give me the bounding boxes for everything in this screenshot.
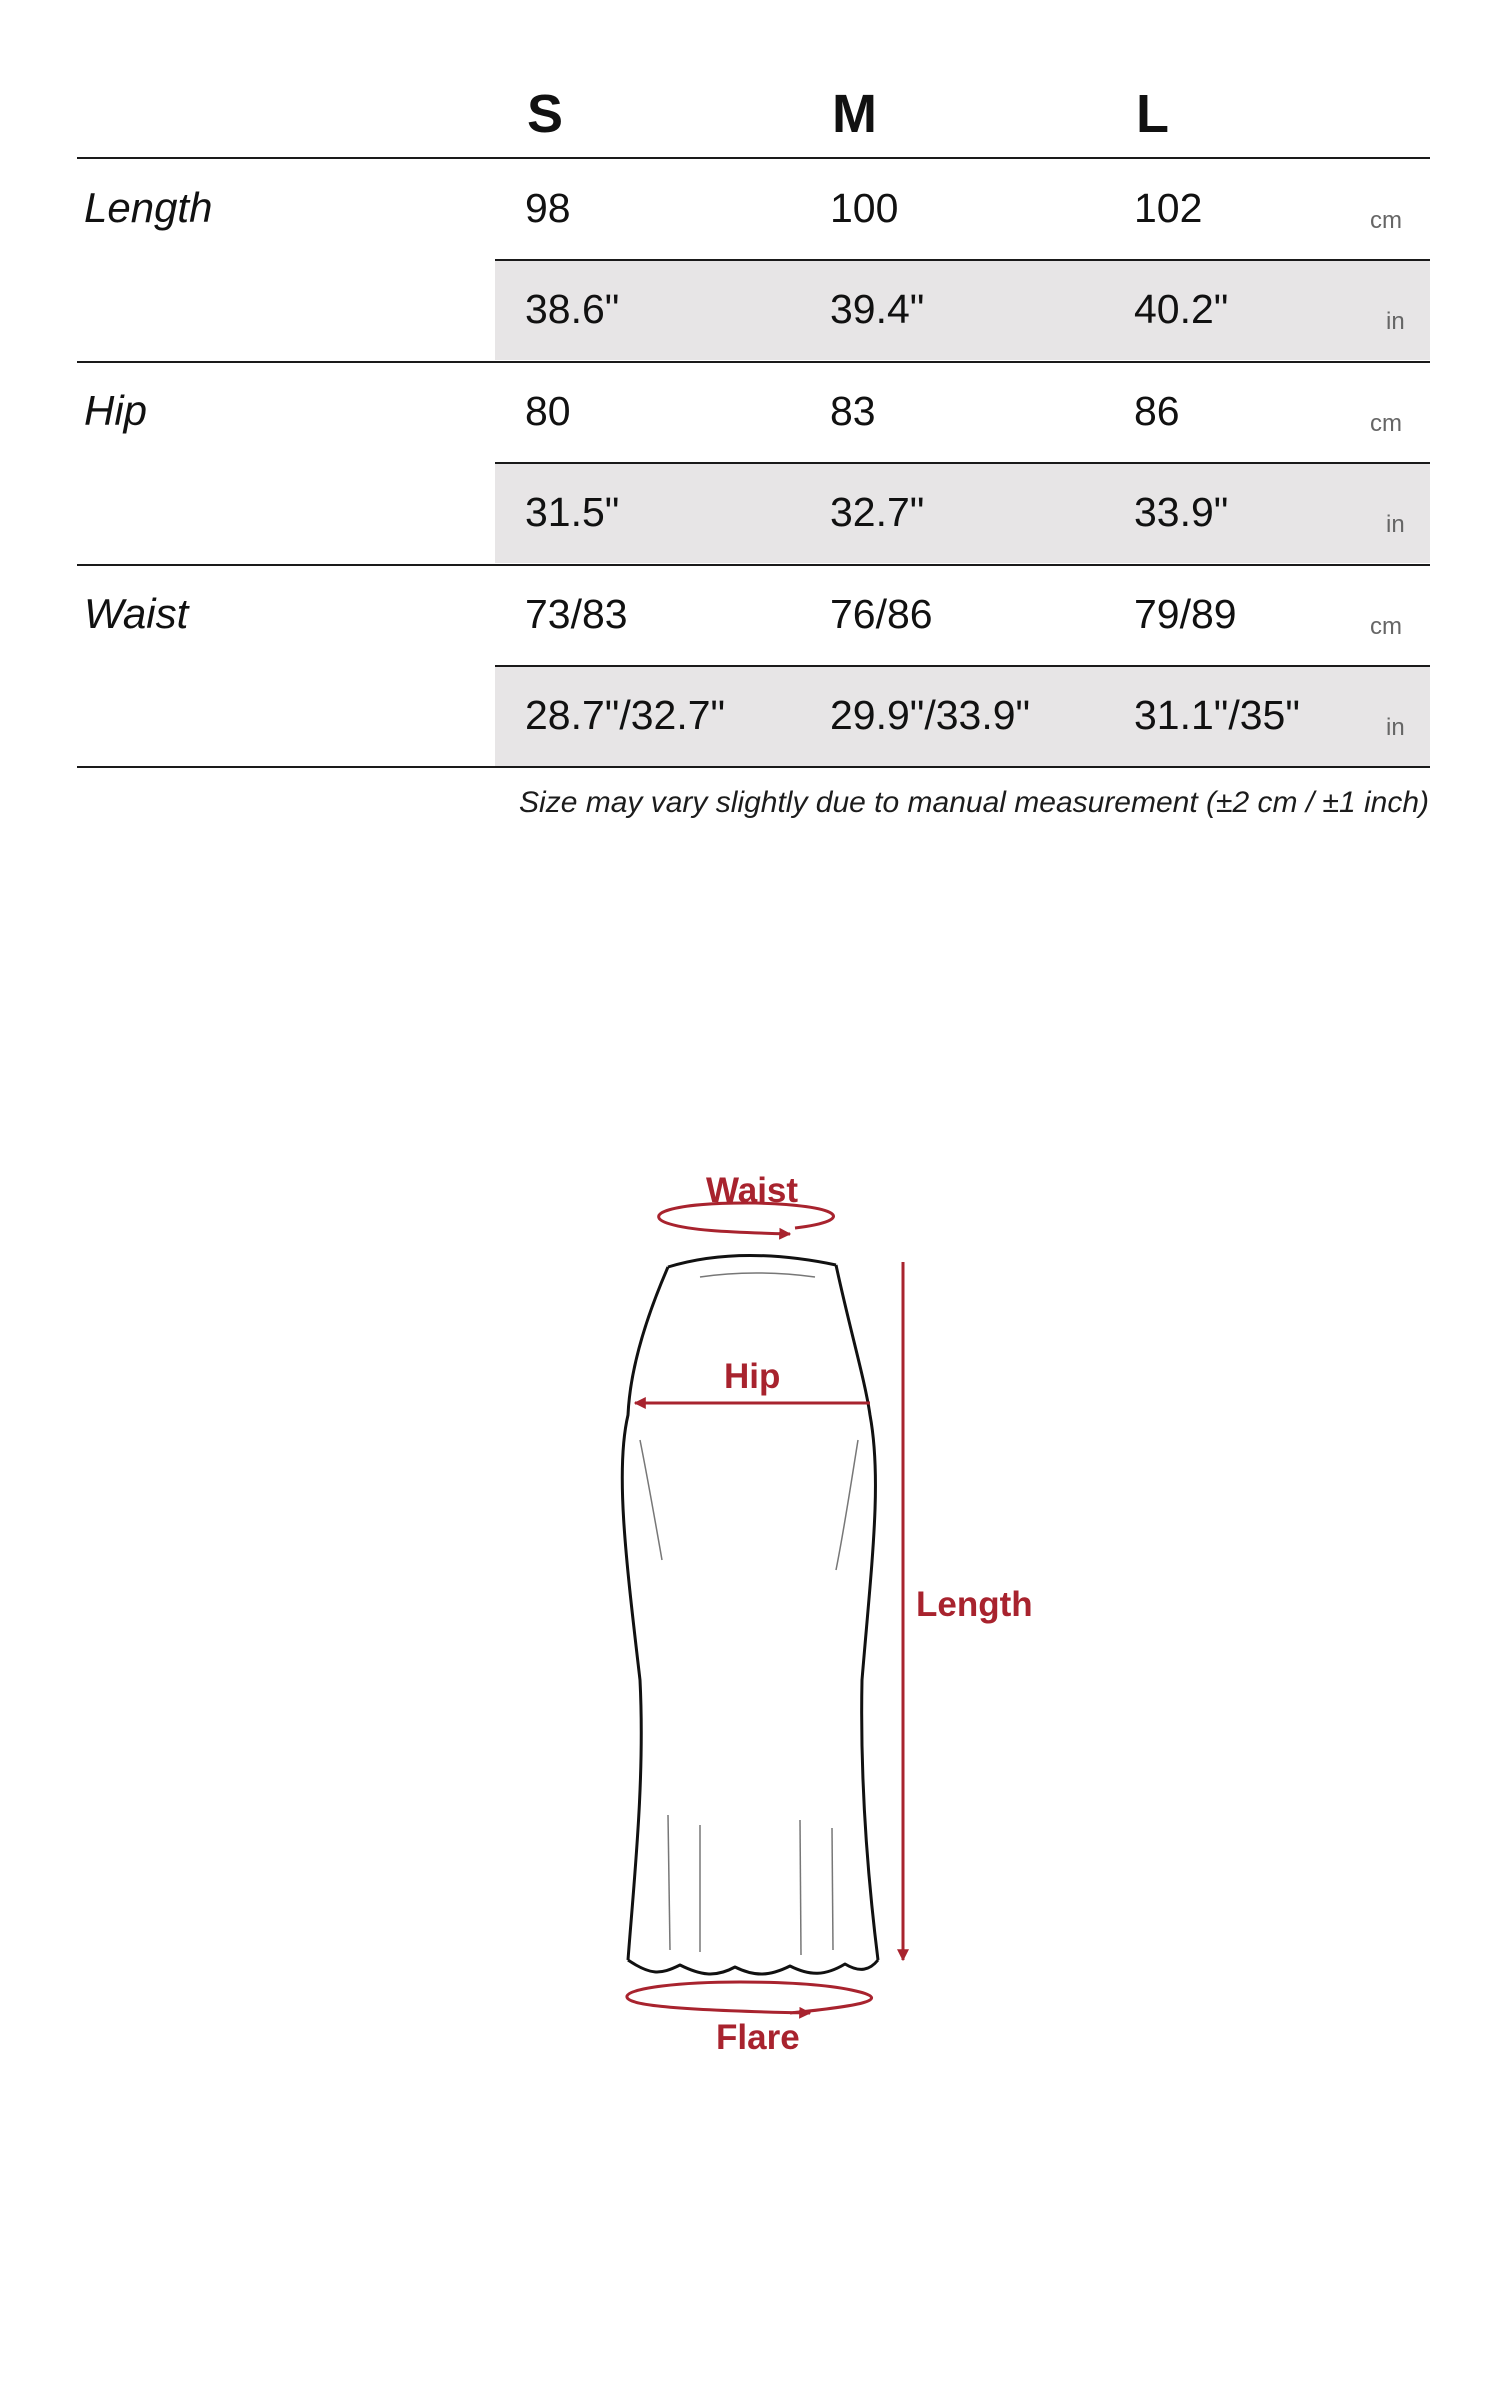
flare-label: Flare bbox=[716, 2018, 800, 2057]
cell-length-m-cm: 100 bbox=[830, 185, 899, 231]
cell-hip-s-in: 31.5" bbox=[525, 489, 620, 535]
cell-length-s-cm: 98 bbox=[525, 185, 571, 231]
cell-length-s-in: 38.6" bbox=[525, 286, 620, 332]
cell-length-m-in: 39.4" bbox=[830, 286, 925, 332]
cell-waist-m-cm: 76/86 bbox=[830, 591, 933, 637]
cell-hip-s-cm: 80 bbox=[525, 388, 571, 434]
cell-length-l-cm: 102 bbox=[1134, 185, 1203, 231]
waist-label: Waist bbox=[706, 1171, 799, 1210]
cell-waist-s-in: 28.7"/32.7" bbox=[525, 692, 726, 738]
unit-in: in bbox=[1386, 308, 1405, 335]
measurement-note: Size may vary slightly due to manual measurement (±2 cm / ±1 inch) bbox=[519, 786, 1429, 819]
cell-hip-l-cm: 86 bbox=[1134, 388, 1180, 434]
cell-hip-m-cm: 83 bbox=[830, 388, 876, 434]
row-label-length: Length bbox=[84, 184, 213, 231]
cell-hip-l-in: 33.9" bbox=[1134, 489, 1229, 535]
cell-waist-m-in: 29.9"/33.9" bbox=[830, 692, 1031, 738]
unit-in: in bbox=[1386, 714, 1405, 741]
cell-length-l-in: 40.2" bbox=[1134, 286, 1229, 332]
cell-hip-m-in: 32.7" bbox=[830, 489, 925, 535]
unit-cm: cm bbox=[1370, 207, 1402, 234]
unit-cm: cm bbox=[1370, 410, 1402, 437]
row-label-waist: Waist bbox=[84, 590, 189, 637]
length-label: Length bbox=[916, 1585, 1033, 1624]
unit-cm: cm bbox=[1370, 613, 1402, 640]
cell-waist-l-cm: 79/89 bbox=[1134, 591, 1237, 637]
size-header-s: S bbox=[527, 84, 564, 144]
cell-waist-s-cm: 73/83 bbox=[525, 591, 628, 637]
size-header-l: L bbox=[1136, 84, 1169, 144]
row-label-hip: Hip bbox=[84, 387, 148, 434]
size-header-m: M bbox=[832, 84, 877, 144]
hip-label: Hip bbox=[724, 1357, 781, 1396]
cell-waist-l-in: 31.1"/35" bbox=[1134, 692, 1300, 738]
flare-arrow bbox=[627, 1982, 872, 2013]
unit-in: in bbox=[1386, 511, 1405, 538]
